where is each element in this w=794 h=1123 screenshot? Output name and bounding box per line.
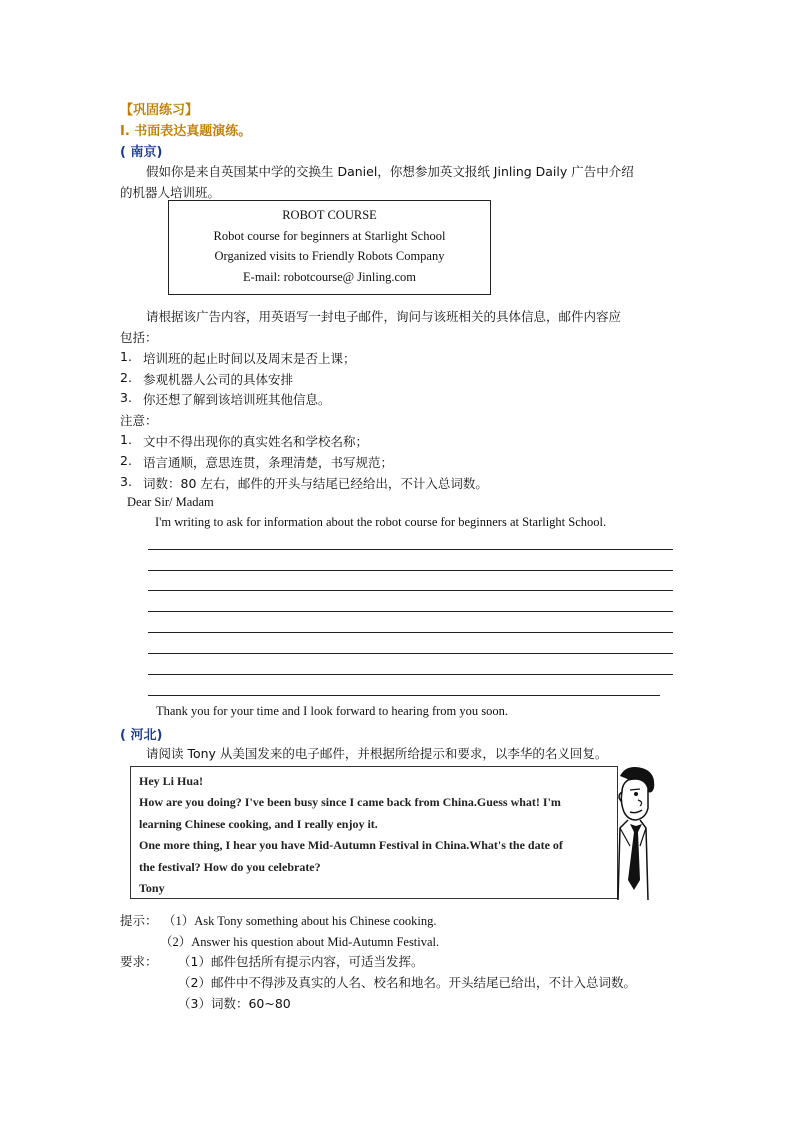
opening-sentence: I'm writing to ask for information about the robot course for beginners at Starlight School. <box>155 515 607 529</box>
section-title: 【巩固练习】 <box>120 103 199 118</box>
email-line: learning Chinese cooking, and I really enjoy it. <box>139 817 378 831</box>
note-num: 3. <box>120 474 132 489</box>
note-text: 语言通顺，意思连贯，条理清楚，书写规范； <box>143 455 394 470</box>
region-nanjing: ( 南京) <box>120 145 163 160</box>
note-num: 1. <box>120 432 132 447</box>
email-box <box>130 766 618 899</box>
salutation: Dear Sir/ Madam <box>127 495 214 509</box>
email-signature: Tony <box>139 881 165 895</box>
region-hebei: ( 河北) <box>120 728 163 743</box>
writing-line[interactable] <box>148 549 673 550</box>
writing-line[interactable] <box>148 653 673 654</box>
part-heading: I. 书面表达真题演练。 <box>120 124 252 139</box>
point-text: 参观机器人公司的具体安排 <box>143 372 294 387</box>
email-line: How are you doing? I've been busy since I came back from China.Guess what! I'm <box>139 795 561 809</box>
requirement-3: （3）词数：60~80 <box>178 996 291 1011</box>
ad-title: ROBOT COURSE <box>282 208 377 222</box>
hint-2: （2）Answer his question about Mid-Autumn Festival. <box>160 935 440 949</box>
nanjing-intro-line1: 假如你是来自英国某中学的交换生 Daniel，你想参加英文报纸 Jinling Daily 广告中介绍 <box>146 164 634 179</box>
task-line1: 请根据该广告内容，用英语写一封电子邮件，询问与该班相关的具体信息，邮件内容应 <box>146 309 622 324</box>
ad-line-1: Robot course for beginners at Starlight School <box>213 229 446 243</box>
notes-label: 注意： <box>120 413 158 428</box>
ad-email: E-mail: robotcourse@ Jinling.com <box>243 270 416 284</box>
hebei-intro: 请阅读 Tony 从美国发来的电子邮件，并根据所给提示和要求，以李华的名义回复。 <box>146 746 608 761</box>
writing-line[interactable] <box>148 570 673 571</box>
point-num: 2. <box>120 370 132 385</box>
note-text: 词数：80 左右，邮件的开头与结尾已经给出，不计入总词数。 <box>143 476 488 491</box>
writing-line[interactable] <box>148 695 660 696</box>
nanjing-intro-line2: 的机器人培训班。 <box>120 185 221 200</box>
closing-sentence: Thank you for your time and I look forward to hearing from you soon. <box>156 704 509 718</box>
point-text: 培训班的起止时间以及周末是否上课； <box>143 351 356 366</box>
requirement-2: （2）邮件中不得涉及真实的人名、校名和地名。开头结尾已给出，不计入总词数。 <box>178 975 636 990</box>
requirements-label: 要求： <box>120 954 158 969</box>
note-text: 文中不得出现你的真实姓名和学校名称； <box>143 434 369 449</box>
email-line: the festival? How do you celebrate? <box>139 860 321 874</box>
hints-label: 提示： <box>120 913 158 928</box>
writing-line[interactable] <box>148 611 673 612</box>
task-line2: 包括： <box>120 330 158 345</box>
point-text: 你还想了解到该培训班其他信息。 <box>143 392 331 407</box>
point-num: 1. <box>120 349 132 364</box>
requirement-1: （1）邮件包括所有提示内容，可适当发挥。 <box>178 954 424 969</box>
point-num: 3. <box>120 390 132 405</box>
writing-line[interactable] <box>148 674 673 675</box>
writing-line[interactable] <box>148 590 673 591</box>
email-greeting: Hey Li Hua! <box>139 774 204 788</box>
ad-line-2: Organized visits to Friendly Robots Company <box>214 249 445 263</box>
writing-line[interactable] <box>148 632 673 633</box>
note-num: 2. <box>120 453 132 468</box>
hint-1: （1）Ask Tony something about his Chinese cooking. <box>163 914 437 928</box>
cartoon-man-illustration <box>600 762 664 902</box>
advertisement-box <box>168 200 491 295</box>
email-line: One more thing, I hear you have Mid-Autumn Festival in China.What's the date of <box>139 838 563 852</box>
